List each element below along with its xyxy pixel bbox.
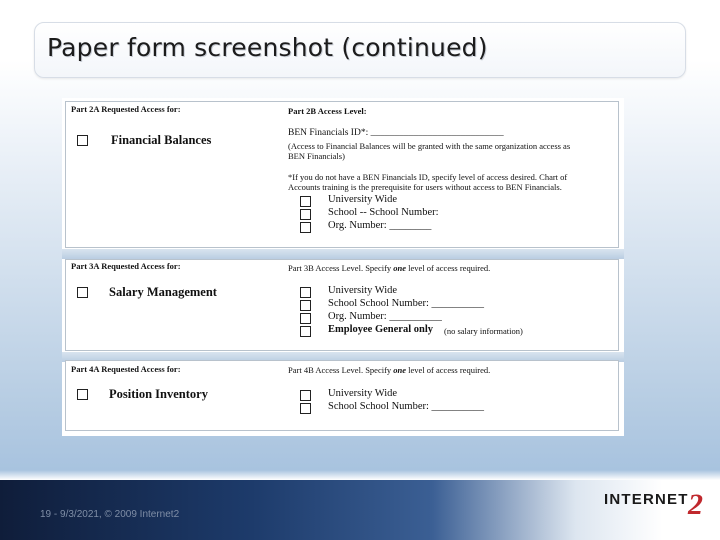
- checkbox-financial-balances[interactable]: [77, 135, 88, 146]
- checkbox-2b-org[interactable]: [300, 222, 311, 233]
- part4a-header: Part 4A Requested Access for:: [71, 364, 181, 374]
- checkbox-3b-org[interactable]: [300, 313, 311, 324]
- slide-title-box: [34, 22, 686, 78]
- option-2b-school: School -- School Number:: [328, 207, 439, 218]
- part3a-item: Salary Management: [109, 285, 217, 299]
- part2b-note2b: Accounts training is the prerequisite for users without access to BEN Financials.: [288, 182, 562, 192]
- option-2b-org: Org. Number: ________: [328, 220, 432, 231]
- part4b-header: Part 4B Access Level. Specify one level of access required.: [288, 365, 491, 375]
- section-position-inventory: [65, 360, 619, 431]
- checkbox-3b-university-wide[interactable]: [300, 287, 311, 298]
- section-financial-balances: [65, 101, 619, 248]
- option-3b-employee-general: Employee General only: [328, 324, 433, 335]
- part2a-header: Part 2A Requested Access for:: [71, 104, 181, 114]
- part3a-header: Part 3A Requested Access for:: [71, 261, 181, 271]
- part2b-note1: (Access to Financial Balances will be granted with the same organization access as: [288, 141, 571, 151]
- checkbox-2b-school[interactable]: [300, 209, 311, 220]
- part2b-note2: *If you do not have a BEN Financials ID, specify level of access desired. Chart of: [288, 172, 568, 182]
- part2b-note1b: BEN Financials): [288, 151, 345, 161]
- checkbox-position-inventory[interactable]: [77, 389, 88, 400]
- option-2b-university-wide: University Wide: [328, 194, 398, 205]
- logo-text: INTERNET: [604, 491, 689, 508]
- option-3b-university-wide: University Wide: [328, 285, 398, 296]
- option-3b-employee-note: (no salary information): [444, 326, 523, 336]
- checkbox-3b-employee-general[interactable]: [300, 326, 311, 337]
- slide-title: Paper form screenshot (continued): [47, 33, 488, 62]
- part3b-header: Part 3B Access Level. Specify one level of access required.: [288, 263, 491, 273]
- option-4b-university-wide: University Wide: [328, 388, 398, 399]
- section-divider: [62, 249, 624, 259]
- checkbox-4b-university-wide[interactable]: [300, 390, 311, 401]
- option-3b-school: School School Number: __________: [328, 298, 485, 309]
- part4a-item: Position Inventory: [109, 387, 208, 401]
- ben-id-field: BEN Financials ID*: ____________________________: [288, 128, 504, 138]
- paper-form-screenshot: [62, 98, 624, 436]
- checkbox-4b-school[interactable]: [300, 403, 311, 414]
- section-salary-management: [65, 259, 619, 351]
- option-4b-school: School School Number: __________: [328, 401, 485, 412]
- internet2-logo: [604, 478, 714, 518]
- option-3b-org: Org. Number: __________: [328, 311, 442, 322]
- logo-mark: 2: [688, 488, 703, 518]
- slide-footer: 19 - 9/3/2021, © 2009 Internet2: [40, 509, 180, 520]
- checkbox-3b-school[interactable]: [300, 300, 311, 311]
- checkbox-2b-university-wide[interactable]: [300, 196, 311, 207]
- part2a-item: Financial Balances: [111, 133, 212, 147]
- checkbox-salary-management[interactable]: [77, 287, 88, 298]
- part2b-header: Part 2B Access Level:: [288, 106, 367, 116]
